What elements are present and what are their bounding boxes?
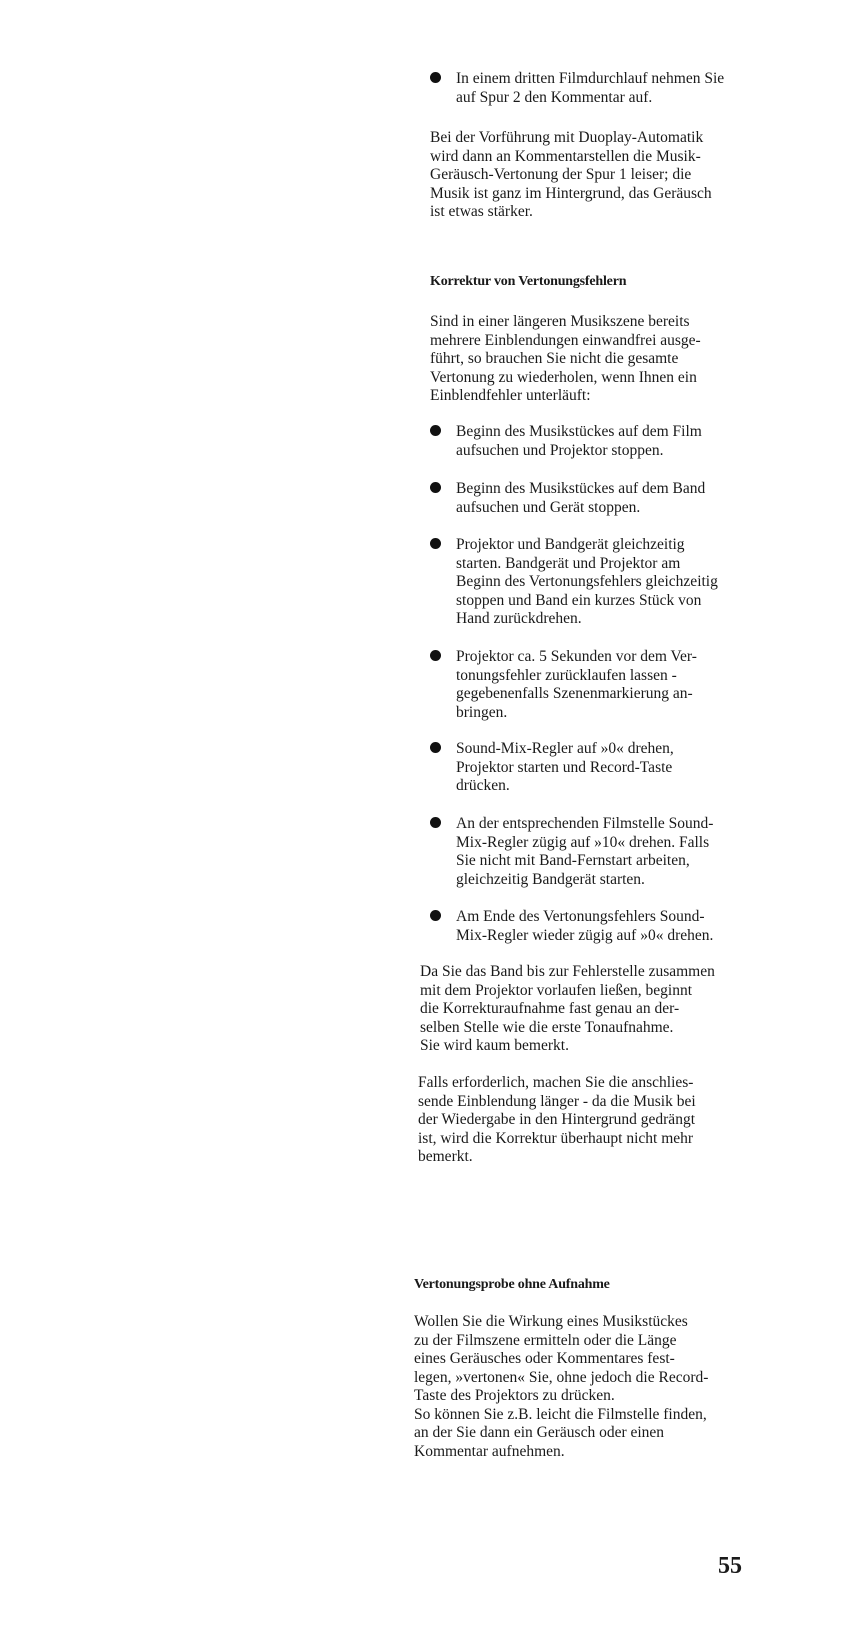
list-item-text: Projektor ca. 5 Sekunden vor dem Ver- tonungsfehler zurücklaufen lassen - gegebenenfalls Szenenmarkierung an- bringen.: [456, 648, 697, 721]
bullet-icon: [430, 482, 441, 493]
list-item-text: Beginn des Musikstückes auf dem Band aufsuchen und Gerät stoppen.: [456, 480, 706, 516]
section2-paragraph: Wollen Sie die Wirkung eines Musikstückes zu der Filmszene ermitteln oder die Länge eines Geräusches oder Kommentares fest- legen, »vertonen« Sie, ohne jedoch die Record- Taste des Projektors zu drücken. So können Sie z.B. leicht die Filmstelle finden, an der Sie dann ein Geräusch oder einen Kommentar aufnehmen.: [414, 1313, 709, 1460]
page-number: 55: [718, 1553, 742, 1579]
section1-intro: Sind in einer längeren Musikszene bereits mehrere Einblendungen einwandfrei ausge- führt, so brauchen Sie nicht die gesamte Vertonung zu wiederholen, wenn Ihnen ein Einblendfehler unterläuft:: [430, 313, 701, 404]
list-item-text: Am Ende des Vertonungsfehlers Sound- Mix-Regler wieder zügig auf »0« drehen.: [456, 908, 714, 944]
list-item-text: Projektor und Bandgerät gleichzeitig starten. Bandgerät und Projektor am Beginn des Vertonungsfehlers gleichzeitig stoppen und Band ein kurzes Stück von Hand zurückdrehen.: [456, 536, 718, 627]
intro-bullet-text: In einem dritten Filmdurchlauf nehmen Sie auf Spur 2 den Kommentar auf.: [456, 70, 725, 106]
bullet-icon: [430, 650, 441, 661]
bullet-icon: [430, 817, 441, 828]
list-item-text: An der entsprechenden Filmstelle Sound- Mix-Regler zügig auf »10« drehen. Falls Sie nicht mit Band-Fernstart arbeiten, gleichzeitig Bandgerät starten.: [456, 815, 714, 888]
list-item-text: Beginn des Musikstückes auf dem Film aufsuchen und Projektor stoppen.: [456, 423, 702, 459]
bullet-icon: [430, 72, 441, 83]
bullet-icon: [430, 538, 441, 549]
list-item-text: Sound-Mix-Regler auf »0« drehen, Projektor starten und Record-Taste drücken.: [456, 740, 674, 794]
bullet-icon: [430, 910, 441, 921]
section-heading-korrektur: Korrektur von Vertonungsfehlern: [430, 274, 627, 289]
section1-paragraph-1: Da Sie das Band bis zur Fehlerstelle zusammen mit dem Projektor vorlaufen ließen, beginnt die Korrekturaufnahme fast genau an der- selben Stelle wie die erste Tonaufnahme. Sie wird kaum bemerkt.: [420, 963, 715, 1054]
section-heading-vertonungsprobe: Vertonungsprobe ohne Aufnahme: [414, 1277, 610, 1292]
bullet-icon: [430, 425, 441, 436]
intro-paragraph: Bei der Vorführung mit Duoplay-Automatik wird dann an Kommentarstellen die Musik- Geräusch-Vertonung der Spur 1 leiser; die Musik ist ganz im Hintergrund, das Geräusch ist etwas stärker.: [430, 129, 712, 220]
section1-paragraph-2: Falls erforderlich, machen Sie die anschlies- sende Einblendung länger - da die Musik bei der Wiedergabe in den Hintergrund gedrängt ist, wird die Korrektur überhaupt nicht mehr bemerkt.: [418, 1074, 696, 1165]
bullet-icon: [430, 742, 441, 753]
